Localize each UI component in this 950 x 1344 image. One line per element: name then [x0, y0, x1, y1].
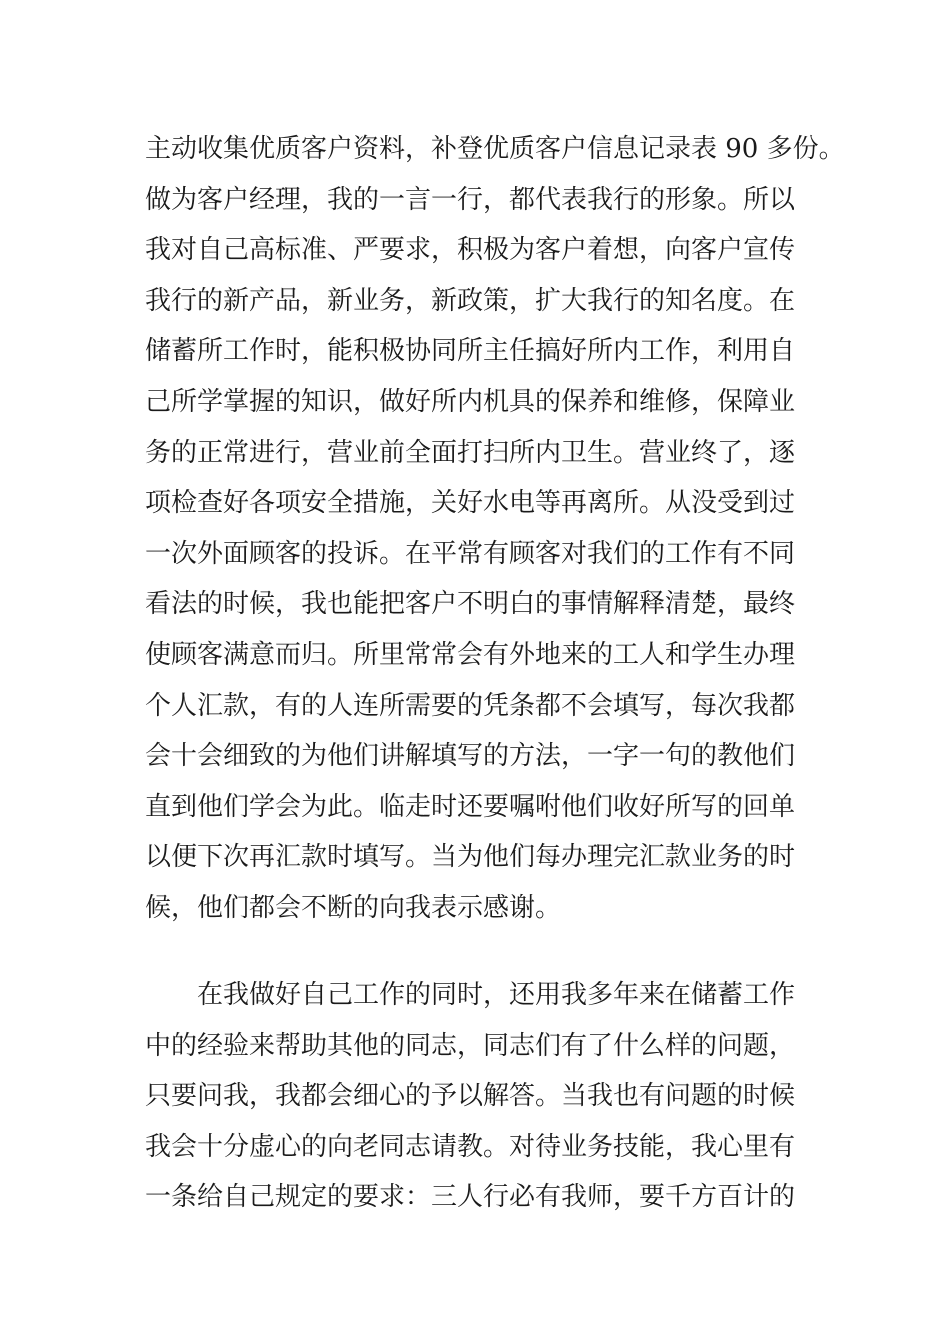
text-line: 个人汇款，有的人连所需要的凭条都不会填写，每次我都	[145, 690, 796, 721]
text-line: 项检查好各项安全措施，关好水电等再离所。从没受到过	[145, 488, 796, 519]
text-line: 中的经验来帮助其他的同志，同志们有了什么样的问题，	[145, 1030, 796, 1061]
text-line: 以便下次再汇款时填写。当为他们每办理完汇款业务的时	[145, 842, 796, 873]
text-line: 会十会细致的为他们讲解填写的方法，一字一句的教他们	[145, 741, 796, 772]
paragraph-1	[145, 124, 845, 934]
text-line: 候，他们都会不断的向我表示感谢。	[145, 892, 562, 923]
text-line: 做为客户经理，我的一言一行，都代表我行的形象。所以	[145, 184, 796, 215]
text-line: 使顾客满意而归。所里常常会有外地来的工人和学生办理	[145, 639, 796, 670]
text-line: 一条给自己规定的要求：三人行必有我师，要千方百计的	[145, 1182, 796, 1213]
paragraph-2	[145, 970, 825, 1223]
text-line: 只要问我，我都会细心的予以解答。当我也有问题的时候	[145, 1081, 796, 1112]
text-line: 务的正常进行，营业前全面打扫所内卫生。营业终了，逐	[145, 437, 796, 468]
text-line: 在我做好自己工作的同时，还用我多年来在储蓄工作	[145, 980, 796, 1010]
text-line: 看法的时候，我也能把客户不明白的事情解释清楚，最终	[145, 589, 796, 620]
text-line: 直到他们学会为此。临走时还要嘱咐他们收好所写的回单	[145, 791, 796, 822]
text-line: 我会十分虚心的向老同志请教。对待业务技能，我心里有	[145, 1131, 796, 1162]
text-line: 主动收集优质客户资料，补登优质客户信息记录表 90 多份。	[145, 134, 845, 164]
text-line: 储蓄所工作时，能积极协同所主任搞好所内工作，利用自	[145, 336, 796, 367]
text-line: 一次外面顾客的投诉。在平常有顾客对我们的工作有不同	[145, 538, 796, 569]
text-line: 我行的新产品，新业务，新政策，扩大我行的知名度。在	[145, 285, 796, 316]
text-line: 己所学掌握的知识，做好所内机具的保养和维修，保障业	[145, 386, 796, 417]
text-line: 我对自己高标准、严要求，积极为客户着想，向客户宣传	[145, 235, 796, 266]
